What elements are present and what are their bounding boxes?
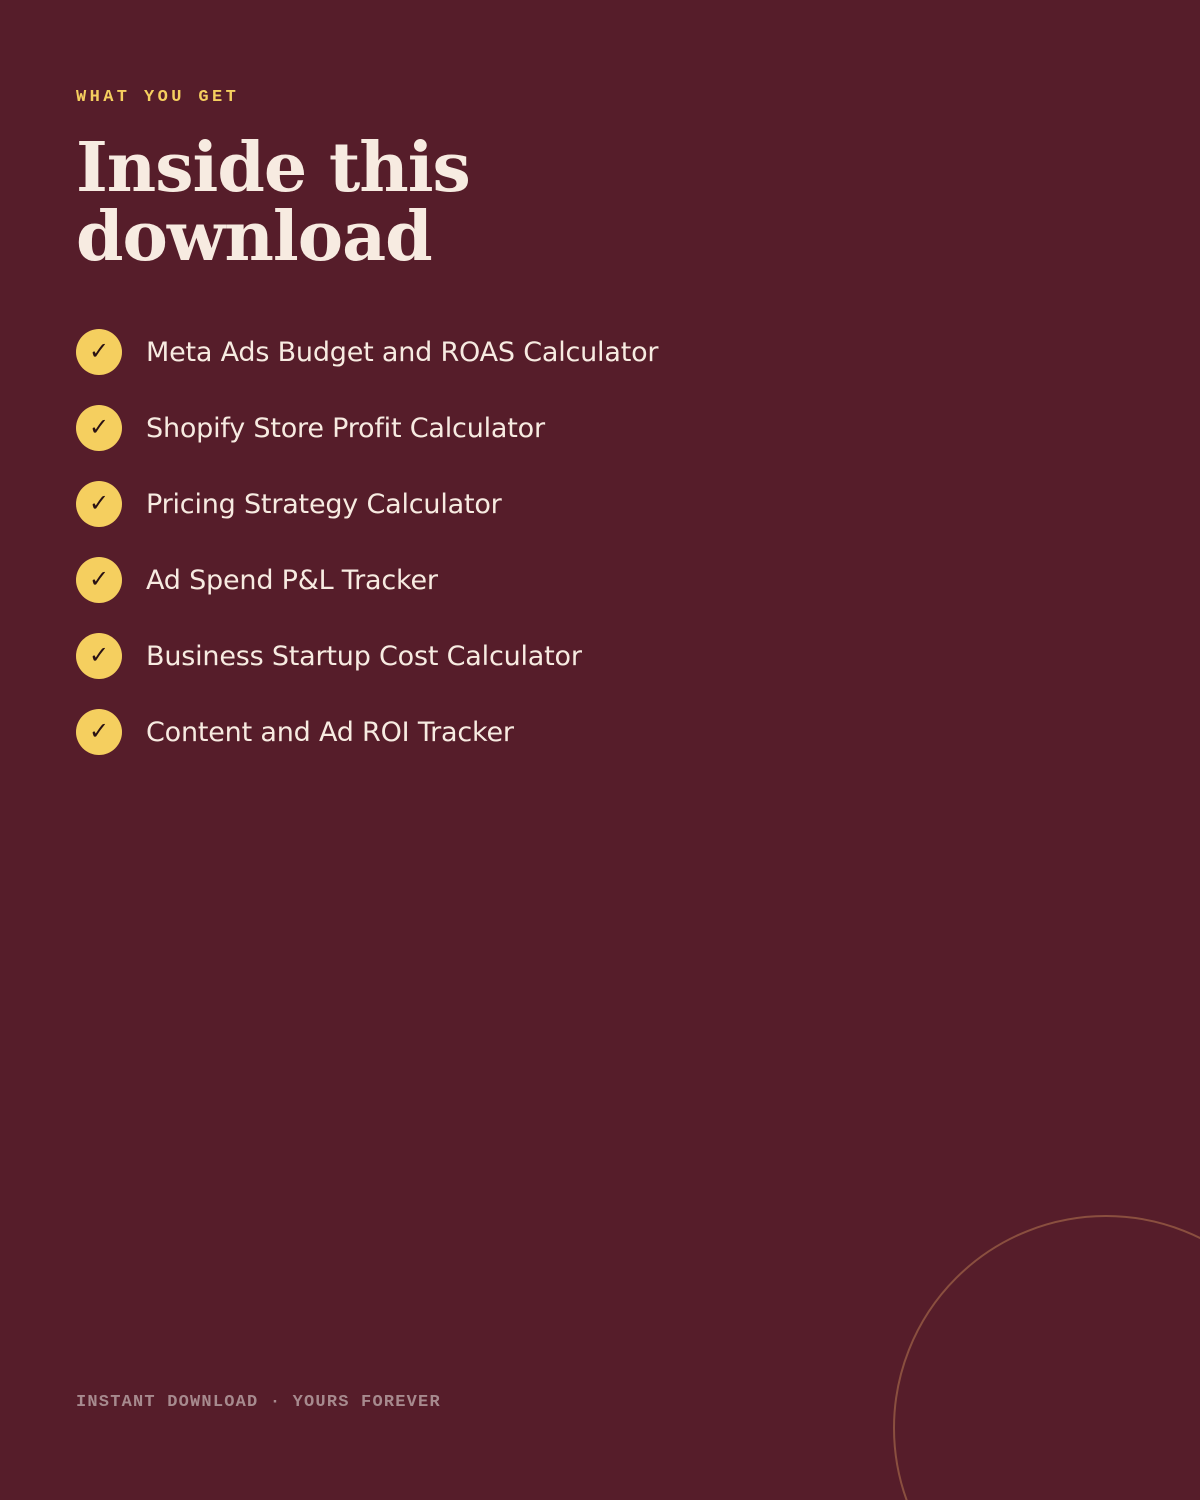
list-item-label: Meta Ads Budget and ROAS Calculator bbox=[146, 336, 659, 368]
list-item bbox=[76, 405, 658, 451]
list-item-label: Shopify Store Profit Calculator bbox=[146, 412, 545, 444]
check-icon: ✓ bbox=[76, 481, 122, 527]
check-icon: ✓ bbox=[76, 557, 122, 603]
download-items-list bbox=[76, 329, 658, 785]
list-item bbox=[76, 633, 658, 679]
list-item bbox=[76, 557, 658, 603]
page-title: Inside this download bbox=[76, 128, 470, 277]
list-item-label: Pricing Strategy Calculator bbox=[146, 488, 502, 520]
eyebrow-label: WHAT YOU GET bbox=[76, 88, 240, 107]
list-item-label: Ad Spend P&L Tracker bbox=[146, 564, 438, 596]
list-item-label: Business Startup Cost Calculator bbox=[146, 640, 582, 672]
footer-note: INSTANT DOWNLOAD · YOURS FOREVER bbox=[76, 1393, 441, 1412]
check-icon: ✓ bbox=[76, 329, 122, 375]
list-item bbox=[76, 329, 658, 375]
list-item bbox=[76, 481, 658, 527]
list-item bbox=[76, 709, 658, 755]
list-item-label: Content and Ad ROI Tracker bbox=[146, 716, 514, 748]
check-icon: ✓ bbox=[76, 405, 122, 451]
check-icon: ✓ bbox=[76, 633, 122, 679]
check-icon: ✓ bbox=[76, 709, 122, 755]
